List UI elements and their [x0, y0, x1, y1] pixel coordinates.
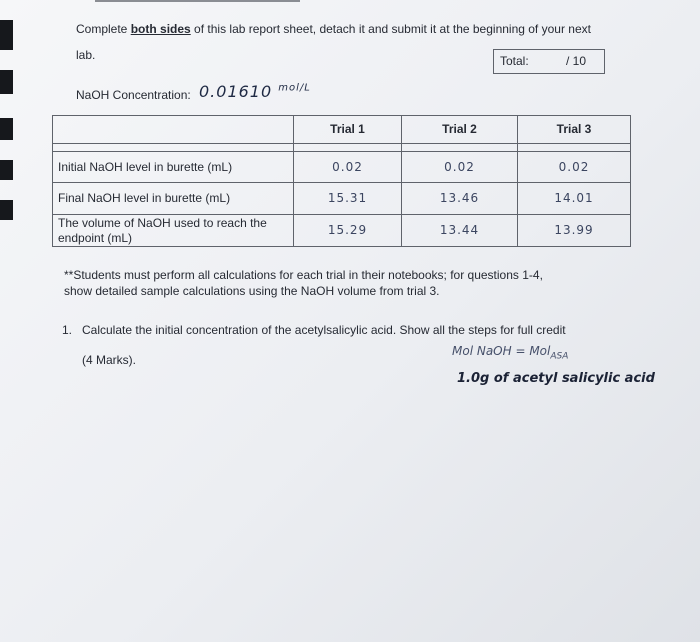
- question-marks: (4 Marks).: [82, 353, 136, 367]
- instruction-post: of this lab report sheet, detach it and submit it at the beginning of your next: [190, 22, 591, 36]
- table-row: [53, 152, 631, 183]
- concentration-number: 0.01610: [199, 82, 273, 101]
- row-label-initial: Initial NaOH level in burette (mL): [53, 152, 294, 183]
- titration-data-table: [52, 115, 631, 247]
- volume-trial-2: 13.44: [402, 215, 518, 247]
- final-trial-2: 13.46: [402, 183, 518, 215]
- left-edge-mark: [0, 160, 13, 180]
- table-row: [53, 215, 631, 247]
- concentration-unit: mol/L: [278, 82, 311, 94]
- left-edge-mark: [0, 200, 13, 220]
- row-label-volume: [53, 215, 294, 247]
- final-trial-1: 15.31: [294, 183, 402, 215]
- final-trial-3: 14.01: [518, 183, 631, 215]
- total-score-box: [493, 49, 605, 74]
- answer-mole-relation: Mol NaOH = Mol: [452, 344, 551, 358]
- handwritten-answer-line-1: [452, 344, 568, 361]
- table-header-row: [53, 116, 631, 144]
- volume-trial-3: 13.99: [518, 215, 631, 247]
- total-label: Total:: [500, 54, 529, 68]
- initial-trial-2: 0.02: [402, 152, 518, 183]
- instruction-line-2: lab.: [76, 48, 96, 62]
- volume-label-line-2: endpoint (mL): [58, 230, 133, 245]
- question-text: Calculate the initial concentration of the acetylsalicylic acid. Show all the steps for full credit: [82, 323, 566, 337]
- header-trial-2: Trial 2: [402, 116, 518, 144]
- volume-label-line-1: The volume of NaOH used to reach the: [58, 215, 267, 230]
- table-spacer-row: [53, 144, 631, 152]
- header-trial-3: Trial 3: [518, 116, 631, 144]
- header-trial-1: Trial 1: [294, 116, 402, 144]
- volume-trial-1: 15.29: [294, 215, 402, 247]
- initial-trial-3: 0.02: [518, 152, 631, 183]
- handwritten-answer-line-2: 1.0g of acetyl salicylic acid: [457, 371, 655, 386]
- table-row: [53, 183, 631, 215]
- calculation-note-line-1: **Students must perform all calculations for each trial in their notebooks; for questions 1-4,: [64, 268, 543, 282]
- answer-subscript: ASA: [550, 351, 569, 362]
- left-edge-mark: [0, 20, 13, 50]
- total-value: / 10: [566, 54, 587, 68]
- left-edge-mark: [0, 118, 13, 140]
- left-edge-mark: [0, 70, 13, 94]
- row-label-final: Final NaOH level in burette (mL): [53, 183, 294, 215]
- table-header-blank: [53, 116, 294, 144]
- instruction-text: [76, 21, 591, 37]
- instruction-emphasis: both sides: [130, 22, 191, 36]
- naoh-concentration-label: NaOH Concentration:: [76, 88, 191, 102]
- naoh-concentration-value: [199, 82, 311, 101]
- page-top-rule: [95, 0, 300, 2]
- instruction-pre: Complete: [76, 22, 131, 36]
- question-number: 1.: [62, 323, 73, 337]
- calculation-note-line-2: show detailed sample calculations using the NaOH volume from trial 3.: [64, 284, 440, 298]
- initial-trial-1: 0.02: [294, 152, 402, 183]
